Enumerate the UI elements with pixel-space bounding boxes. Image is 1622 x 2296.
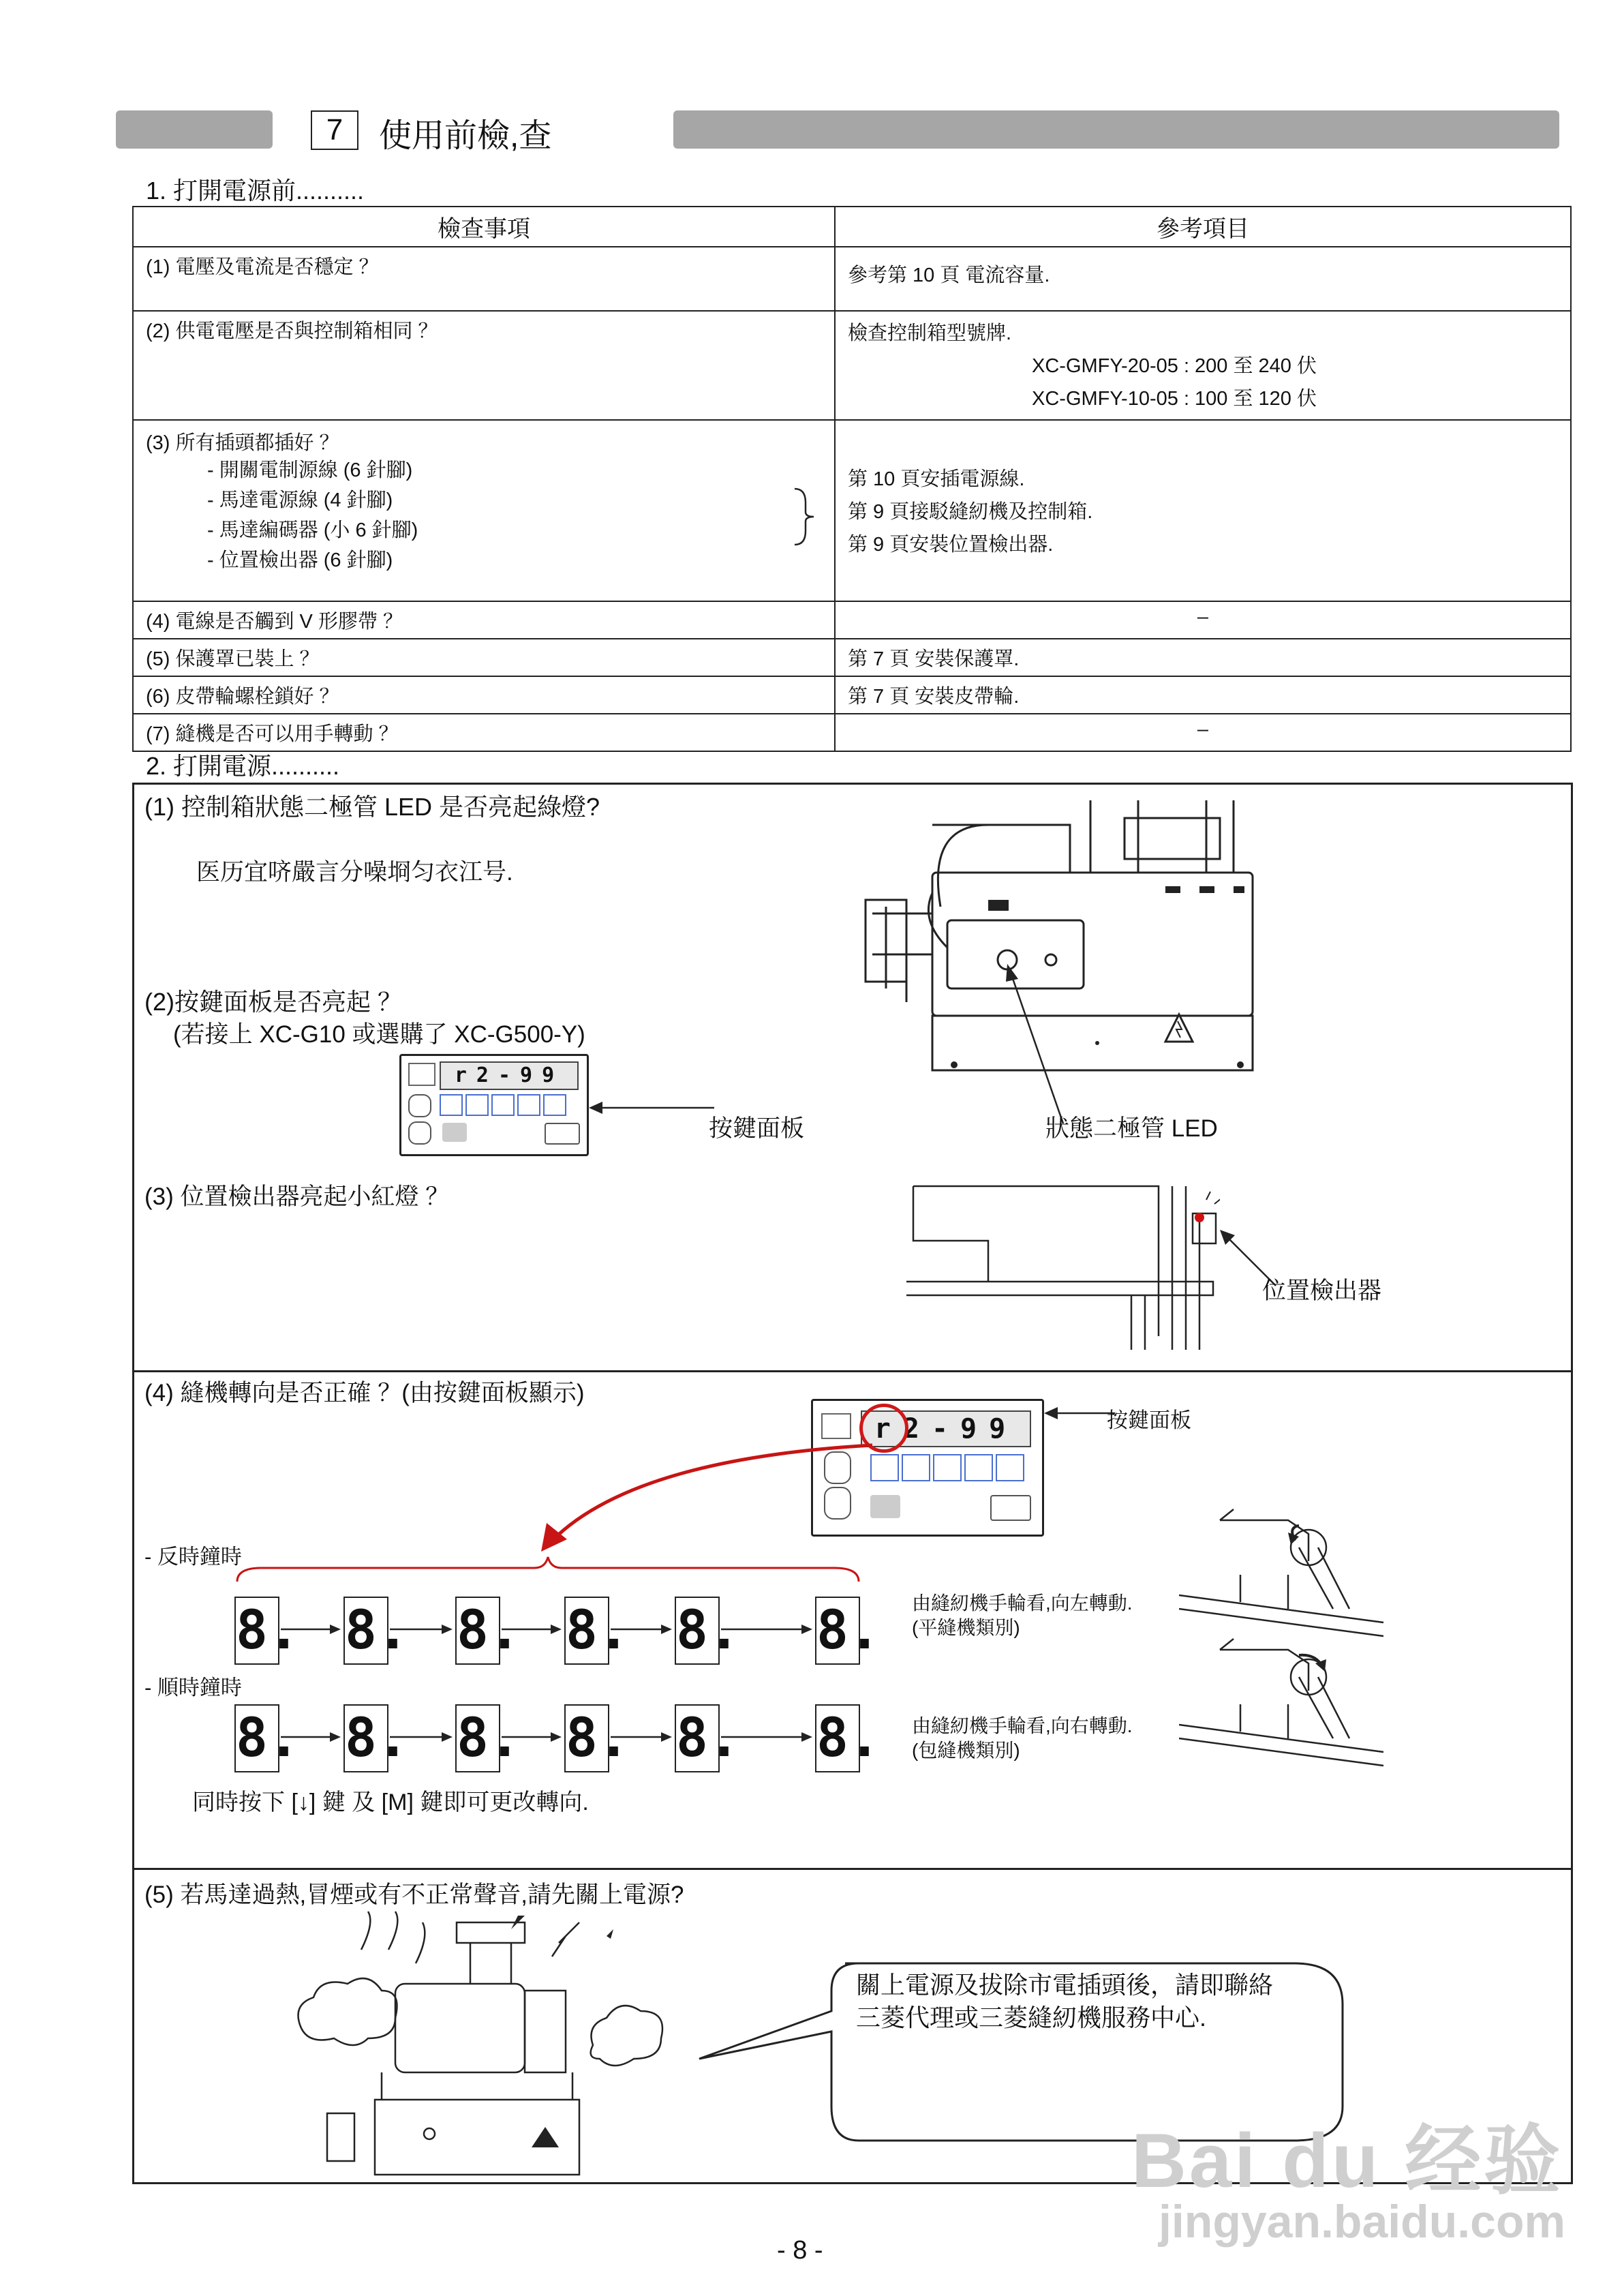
display-digit: 2: [476, 1063, 498, 1087]
seg-digit: 8.: [675, 1704, 720, 1772]
sub-item: - 位置檢出器 (6 針腳): [207, 549, 393, 571]
overheating-motor-illustration: [293, 1909, 675, 2181]
panel-label-2: 按鍵面板: [1107, 1408, 1191, 1432]
check-cell: (6) 皮帶輪螺栓鎖好 ？: [133, 676, 835, 714]
table-row: [133, 639, 1571, 676]
ref-cell: [835, 420, 1571, 601]
ref-line: 第 10 頁安插電源線.: [848, 468, 1025, 490]
check-cell: (5) 保護罩已裝上 ？: [133, 639, 835, 676]
q1-label: (1) 控制箱狀態二極管 LED 是否亮起綠燈?: [144, 793, 600, 821]
table-row: [133, 601, 1571, 639]
sub-item: - 馬達電源線 (4 針腳): [207, 489, 393, 511]
key-panel: [399, 1054, 589, 1156]
table-row: [133, 676, 1571, 714]
change-note: 同時按下 [↓] 鍵 及 [M] 鍵即可更改轉向.: [192, 1789, 589, 1815]
brace-over-digits: [234, 1554, 861, 1584]
arrow-to-led: [1002, 963, 1070, 1126]
forward-desc-2: (包縫機類別): [912, 1740, 1020, 1761]
seg-digit: 8.: [815, 1597, 860, 1665]
reverse-desc-1: 由縫紉機手輪看,向左轉動.: [912, 1592, 1133, 1614]
arrow-to-panel: [586, 1098, 716, 1118]
panel-up-key: [408, 1094, 431, 1117]
callout-line-1: 關上電源及拔除市電插頭後，請即聯絡: [856, 1971, 1274, 1999]
display-digit: 9: [542, 1063, 564, 1087]
check-text: (3) 所有插頭都插好 ？: [146, 432, 339, 454]
arrow-right-icon: [721, 1730, 814, 1744]
detector-label: 位置檢出器: [1262, 1278, 1382, 1304]
brace-icon: [791, 486, 818, 547]
seg-digit: 8.: [564, 1597, 609, 1665]
arrow-right-icon: [502, 1730, 563, 1744]
q1-text: 医历宜哜嚴言分噪埛匀衣江号.: [196, 859, 513, 886]
ref-cell: –: [835, 601, 1571, 639]
ref-cell: –: [835, 714, 1571, 751]
part2-heading: 2. 打開電源..........: [146, 752, 340, 780]
table-row: [133, 420, 1571, 601]
ref-line: 第 9 頁安裝位置檢出器.: [848, 534, 1054, 556]
q3-label: (3) 位置檢出器亮起小紅燈 ？: [144, 1183, 450, 1210]
panel-label: 按鍵面板: [709, 1115, 805, 1142]
ref-line: XC-GMFY-20-05 : 200 至 240 伏: [1032, 355, 1317, 377]
seg-digit: 8.: [564, 1704, 609, 1772]
panel-down-key: [408, 1121, 431, 1145]
display-digit: 9: [960, 1413, 990, 1445]
led-label: 狀態二極管 LED: [1045, 1115, 1218, 1142]
check-cell: (2) 供電電壓是否與控制箱相同 ？: [133, 311, 835, 420]
display-digit: 2: [902, 1413, 932, 1445]
display-digit: r: [454, 1063, 476, 1087]
seg-digit: 8.: [234, 1597, 279, 1665]
panel-enter-key: [990, 1495, 1031, 1521]
section-number: 7: [311, 110, 358, 150]
panel-key-row: [870, 1454, 1027, 1481]
reverse-label: - 反時鐘時: [144, 1545, 242, 1569]
sewing-machine-outline: [906, 1173, 1220, 1350]
display-digit: 9: [989, 1413, 1018, 1445]
arrow-right-icon: [281, 1730, 342, 1744]
panel-display: [440, 1061, 579, 1090]
part1-heading: 1. 打開電源前..........: [146, 177, 365, 205]
display-digit: 9: [520, 1063, 542, 1087]
col-ref-header: 參考項目: [835, 207, 1571, 247]
display-digit: -: [931, 1413, 961, 1445]
header-bar-right: [673, 110, 1559, 149]
header-bar-left: [116, 110, 273, 149]
ref-cell: [835, 311, 1571, 420]
baidu-watermark-logo: Bai du 经验: [1131, 2118, 1563, 2203]
seg-digit: 8.: [455, 1704, 500, 1772]
ref-line: XC-GMFY-10-05 : 100 至 120 伏: [1032, 388, 1317, 410]
seg-digit: 8.: [815, 1704, 860, 1772]
check-cell: [133, 420, 835, 601]
check-cell: (4) 電線是否觸到 V 形膠帶 ？: [133, 601, 835, 639]
sub-item: - 馬達編碼器 (小 6 針腳): [207, 519, 418, 541]
arrow-right-icon: [721, 1622, 814, 1636]
panel-key-row: [440, 1094, 562, 1115]
q2-label: (2)按鍵面板是否亮起 ？: [144, 988, 403, 1016]
table-header-row: [133, 207, 1571, 247]
red-arrow: [532, 1432, 886, 1554]
q2-note: (若接上 XC-G10 或選購了 XC-G500-Y): [173, 1021, 585, 1048]
arrow-right-icon: [390, 1622, 454, 1636]
baidu-watermark-url: jingyan.baidu.com: [1159, 2196, 1565, 2248]
q5-label: (5) 若馬達過熱,冒煙或有不正常聲音,請先關上電源?: [144, 1882, 684, 1908]
ref-line: 第 9 頁接駁縫紉機及控制箱.: [848, 501, 1093, 523]
panel-m-key: [442, 1123, 467, 1142]
arrow-right-icon: [611, 1622, 673, 1636]
arrow-right-icon: [281, 1622, 342, 1636]
q4-label: (4) 縫機轉向是否正確 ？(由按鍵面板顯示): [144, 1380, 585, 1406]
col-check-header: 檢查事項: [133, 207, 835, 247]
ref-cell: 第 7 頁 安裝保護罩.: [835, 639, 1571, 676]
divider: [132, 1868, 1573, 1870]
precheck-table: [132, 206, 1572, 752]
ref-line: 檢查控制箱型號牌.: [848, 322, 1012, 344]
handwheel-left-illustration: [1179, 1507, 1397, 1643]
table-row: [133, 714, 1571, 751]
callout-line-2: 三菱代理或三菱縫紉機服務中心.: [856, 2004, 1207, 2031]
seg-digit: 8.: [343, 1597, 388, 1665]
seg-digit: 8.: [343, 1704, 388, 1772]
seg-digit: 8.: [675, 1597, 720, 1665]
arrow-to-panel-large: [1041, 1403, 1116, 1423]
sub-item: - 開關電制源線 (6 針腳): [207, 459, 413, 481]
seg-digit: 8.: [455, 1597, 500, 1665]
arrow-right-icon: [611, 1730, 673, 1744]
table-row: [133, 247, 1571, 311]
page-number: - 8 -: [777, 2236, 823, 2265]
ref-cell: 參考第 10 頁 電流容量.: [835, 247, 1571, 311]
ref-cell: 第 7 頁 安裝皮帶輪.: [835, 676, 1571, 714]
reverse-desc-2: (平縫機類別): [912, 1617, 1020, 1638]
check-cell: (7) 縫機是否可以用手轉動 ？: [133, 714, 835, 751]
display-digit: r: [874, 1413, 903, 1445]
forward-desc-1: 由縫紉機手輪看,向右轉動.: [912, 1715, 1133, 1736]
arrow-right-icon: [502, 1622, 563, 1636]
arrow-right-icon: [390, 1730, 454, 1744]
panel-enter-key: [545, 1123, 580, 1145]
check-cell: (1) 電壓及電流是否穩定 ？: [133, 247, 835, 311]
handwheel-right-illustration: [1179, 1636, 1397, 1772]
section-title: 使用前檢,查: [379, 118, 552, 154]
seg-digit: 8.: [234, 1704, 279, 1772]
panel-mode-button: [408, 1063, 435, 1086]
forward-label: - 順時鐘時: [144, 1676, 242, 1700]
display-digit: -: [498, 1063, 521, 1087]
table-row: [133, 311, 1571, 420]
